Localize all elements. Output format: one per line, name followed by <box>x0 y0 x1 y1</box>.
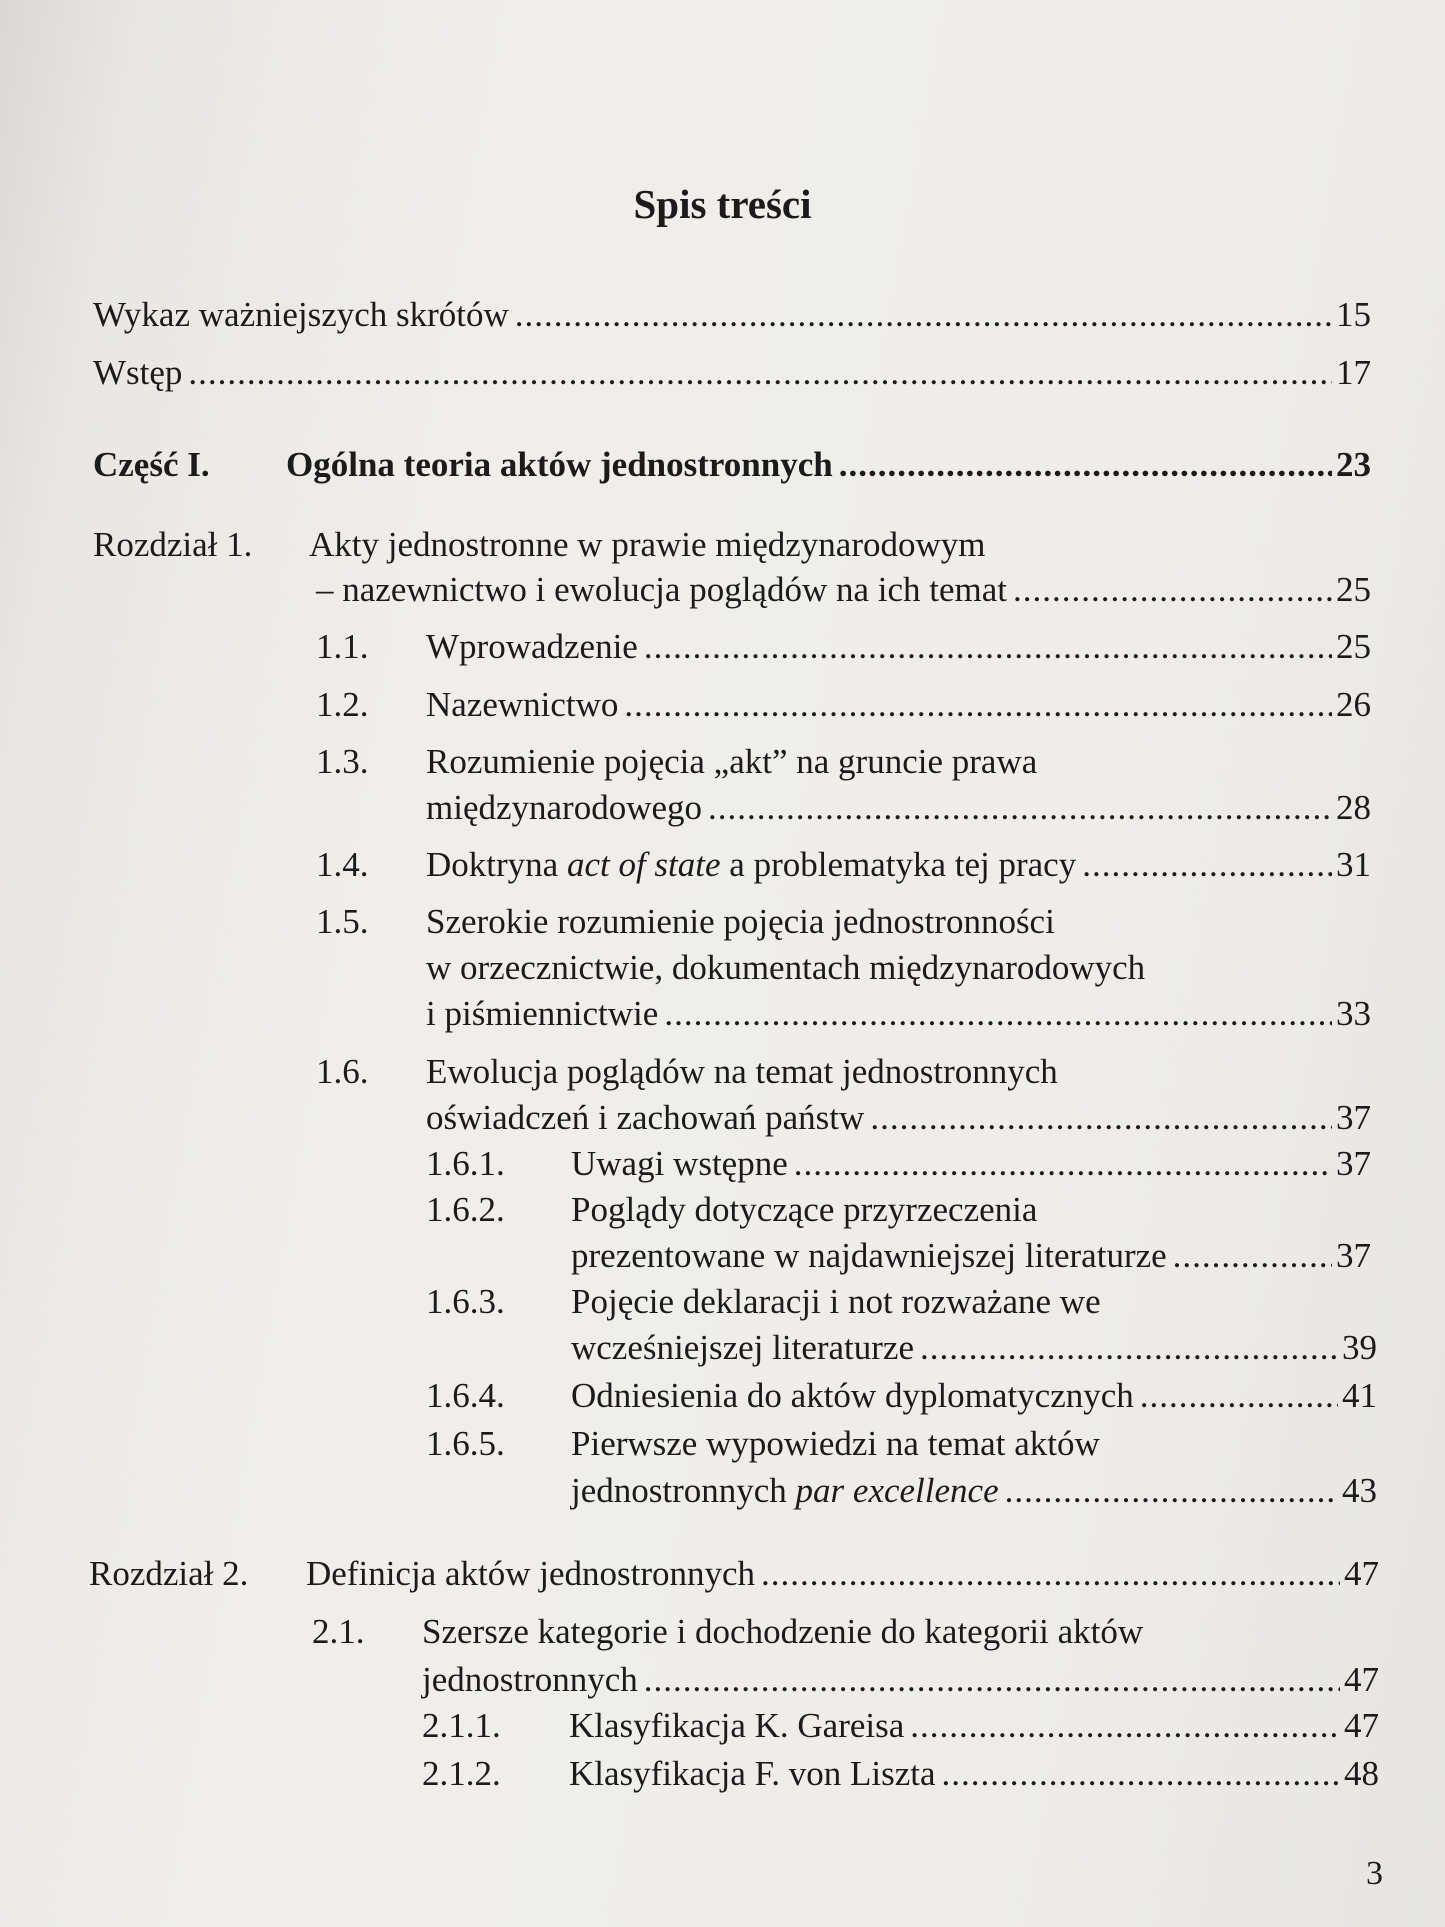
chapter-2-title: Definicja aktów jednostronnych <box>306 1554 756 1593</box>
toc-page-number: 47 <box>1344 1706 1379 1745</box>
section-1-5-line1: Szerokie rozumienie pojęcia jednostronności <box>426 902 1055 941</box>
toc-page-number: 26 <box>1336 685 1371 724</box>
italic-term: par excellence <box>795 1471 999 1510</box>
toc-entry-text <box>426 843 1076 887</box>
page-title: Spis treści <box>633 181 812 227</box>
section-number: 1.6. <box>316 1052 369 1091</box>
leader-dots <box>1013 568 1332 612</box>
leader-dots <box>1005 1469 1338 1513</box>
section-number: 1.5. <box>316 902 369 941</box>
toc-section-1-4 <box>316 843 1371 887</box>
toc-entry-text: Wstęp <box>93 353 183 392</box>
leader-dots <box>870 1096 1332 1140</box>
toc-section-1-3 <box>426 786 1371 830</box>
section-1-3-line1: Rozumienie pojęcia „akt” na gruncie prawa <box>426 742 1038 781</box>
toc-section-2-1-1 <box>422 1704 1379 1748</box>
toc-section-2-1 <box>422 1658 1379 1702</box>
leader-dots <box>1173 1234 1332 1278</box>
section-1-5-line2: w orzecznictwie, dokumentach międzynarodowych <box>426 948 1146 987</box>
section-1-6-5-line1: Pierwsze wypowiedzi na temat aktów <box>571 1424 1100 1463</box>
toc-entry-abbreviations <box>93 293 1371 337</box>
toc-section-1-6-3 <box>571 1326 1377 1370</box>
toc-chapter-1 <box>316 568 1371 612</box>
toc-page-number: 47 <box>1344 1554 1379 1593</box>
section-1-6-2-line2: prezentowane w najdawniejszej literaturze <box>571 1236 1167 1275</box>
toc-section-2-1-2 <box>422 1752 1379 1796</box>
toc-page-number: 48 <box>1344 1754 1379 1793</box>
section-number: 2.1. <box>312 1612 365 1651</box>
toc-entry-text: Nazewnictwo <box>426 685 619 724</box>
toc-entry-text: Klasyfikacja K. Gareisa <box>569 1706 905 1745</box>
toc-page-number: 25 <box>1336 570 1371 609</box>
toc-page-number: 39 <box>1342 1328 1377 1367</box>
toc-entry-text: Wykaz ważniejszych skrótów <box>93 295 509 334</box>
section-number: 1.6.1. <box>426 1144 505 1183</box>
toc-entry-text <box>571 1469 999 1513</box>
leader-dots <box>624 683 1332 727</box>
toc-section-1-6-1 <box>426 1142 1371 1186</box>
section-1-6-3-line1: Pojęcie deklaracji i not rozważane we <box>571 1282 1101 1321</box>
leader-dots <box>188 351 1332 395</box>
toc-section-1-6-2 <box>571 1234 1371 1278</box>
part-title: Ogólna teoria aktów jednostronnych <box>286 445 833 484</box>
toc-page-number: 43 <box>1342 1471 1377 1510</box>
chapter-2-label: Rozdział 2. <box>89 1554 249 1593</box>
leader-dots <box>839 443 1332 487</box>
section-2-1-line2: jednostronnych <box>422 1660 638 1699</box>
leader-dots <box>644 1658 1340 1702</box>
text-part: a problematyka tej pracy <box>720 845 1077 884</box>
toc-page-number: 33 <box>1336 994 1371 1033</box>
toc-section-1-2 <box>316 683 1371 727</box>
section-number: 2.1.1. <box>422 1706 501 1745</box>
toc-page-number: 28 <box>1336 788 1371 827</box>
toc-page-number: 23 <box>1336 445 1371 484</box>
toc-page-number: 41 <box>1342 1376 1377 1415</box>
leader-dots <box>794 1142 1332 1186</box>
leader-dots <box>644 625 1332 669</box>
toc-section-1-6 <box>426 1096 1371 1140</box>
section-1-6-3-line2: wcześniejszej literaturze <box>571 1328 914 1367</box>
section-1-6-line1: Ewolucja poglądów na temat jednostronnych <box>426 1052 1058 1091</box>
leader-dots <box>664 992 1332 1036</box>
leader-dots <box>1140 1374 1338 1418</box>
page-folio: 3 <box>1366 1855 1383 1892</box>
toc-page-number: 17 <box>1336 353 1371 392</box>
toc-entry-text: Wprowadzenie <box>426 627 638 666</box>
toc-page-number: 37 <box>1336 1144 1371 1183</box>
toc-chapter-2 <box>89 1552 1379 1596</box>
section-number: 1.6.5. <box>426 1424 505 1463</box>
toc-section-1-6-5 <box>571 1469 1377 1513</box>
leader-dots <box>515 293 1332 337</box>
toc-entry-intro <box>93 351 1371 395</box>
text-part: Doktryna <box>426 845 567 884</box>
toc-part-1 <box>93 443 1371 487</box>
toc-entry-text: Klasyfikacja F. von Liszta <box>569 1754 936 1793</box>
leader-dots <box>920 1326 1338 1370</box>
toc-page-number: 37 <box>1336 1236 1371 1275</box>
part-label: Część I. <box>93 445 210 484</box>
section-number: 2.1.2. <box>422 1754 501 1793</box>
section-number: 1.3. <box>316 742 369 781</box>
section-1-6-line2: oświadczeń i zachowań państw <box>426 1098 865 1137</box>
section-1-5-line3: i piśmiennictwie <box>426 994 659 1033</box>
leader-dots <box>761 1552 1340 1596</box>
toc-section-1-5 <box>426 992 1371 1036</box>
section-2-1-line1: Szersze kategorie i dochodzenie do kategorii aktów <box>422 1612 1144 1651</box>
toc-entry-text: Uwagi wstępne <box>571 1144 788 1183</box>
toc-section-1-1 <box>316 625 1371 669</box>
text-part: jednostronnych <box>571 1471 796 1510</box>
toc-page-number: 37 <box>1336 1098 1371 1137</box>
toc-section-1-6-4 <box>426 1374 1377 1418</box>
toc-page-number: 15 <box>1336 295 1371 334</box>
toc-page-number: 47 <box>1344 1660 1379 1699</box>
leader-dots <box>708 786 1332 830</box>
section-1-6-2-line1: Poglądy dotyczące przyrzeczenia <box>571 1190 1038 1229</box>
section-number: 1.2. <box>316 685 369 724</box>
section-number: 1.1. <box>316 627 369 666</box>
section-number: 1.6.2. <box>426 1190 505 1229</box>
toc-page-number: 31 <box>1336 845 1371 884</box>
leader-dots <box>910 1704 1340 1748</box>
chapter-1-title-line1: Akty jednostronne w prawie międzynarodowym <box>309 525 986 564</box>
italic-term: act of state <box>566 845 721 884</box>
section-number: 1.6.3. <box>426 1282 505 1321</box>
chapter-1-label: Rozdział 1. <box>93 525 253 564</box>
toc-entry-text: Odniesienia do aktów dyplomatycznych <box>571 1376 1134 1415</box>
toc-page-number: 25 <box>1336 627 1371 666</box>
leader-dots <box>942 1752 1340 1796</box>
chapter-1-title-line2: – nazewnictwo i ewolucja poglądów na ich temat <box>316 570 1008 609</box>
section-number: 1.6.4. <box>426 1376 505 1415</box>
section-1-3-line2: międzynarodowego <box>426 788 703 827</box>
section-number: 1.4. <box>316 845 369 884</box>
leader-dots <box>1082 843 1332 887</box>
